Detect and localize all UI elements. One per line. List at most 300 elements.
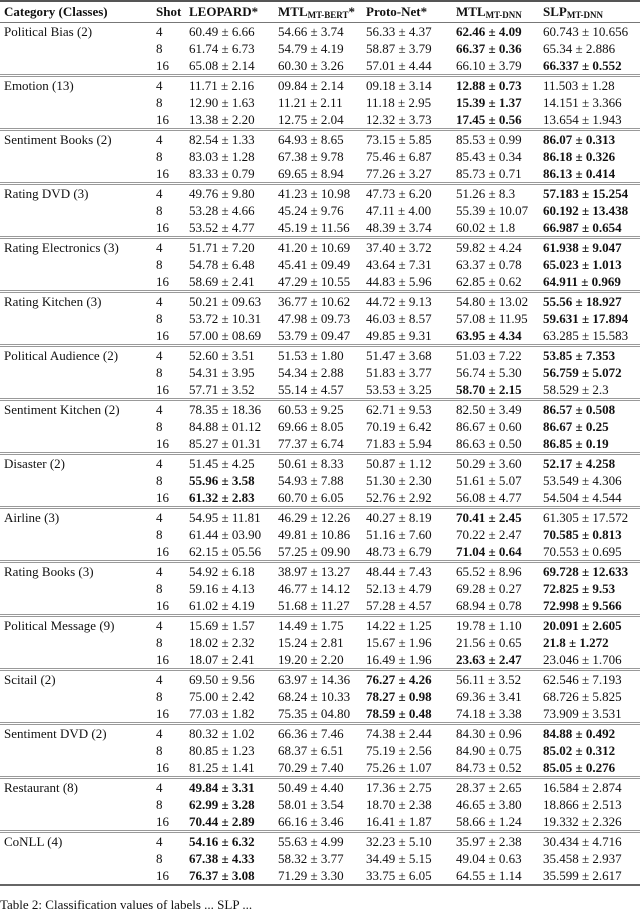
header-model — [543, 2, 603, 22]
score-cell: 73.909 ± 3.531 — [543, 706, 622, 721]
score-cell: 50.29 ± 3.60 — [456, 456, 522, 471]
score-cell: 11.21 ± 2.11 — [278, 95, 343, 110]
score-cell: 65.08 ± 2.14 — [189, 58, 255, 73]
score-cell: 54.93 ± 7.88 — [278, 473, 344, 488]
score-cell: 53.53 ± 3.25 — [366, 382, 432, 397]
shot-value: 16 — [156, 598, 169, 613]
score-cell: 50.61 ± 8.33 — [278, 456, 344, 471]
table-row — [0, 94, 640, 111]
score-cell: 86.57 ± 0.508 — [543, 402, 616, 417]
score-cell: 57.25 ± 09.90 — [278, 544, 351, 559]
score-cell: 37.40 ± 3.72 — [366, 240, 432, 255]
model-name: LEOPARD* — [189, 4, 259, 19]
table-row — [0, 705, 640, 722]
score-cell: 61.44 ± 03.90 — [189, 527, 262, 542]
score-cell: 54.78 ± 6.48 — [189, 257, 255, 272]
score-cell: 19.20 ± 2.20 — [278, 652, 344, 667]
score-cell: 16.49 ± 1.96 — [366, 652, 432, 667]
table-row — [0, 725, 640, 742]
category-label: Rating DVD (3) — [4, 186, 89, 201]
header-model — [278, 2, 355, 22]
shot-value: 16 — [156, 436, 169, 451]
shot-value: 4 — [156, 780, 163, 795]
table-row — [0, 23, 640, 40]
table-row — [0, 617, 640, 634]
score-cell: 17.45 ± 0.56 — [456, 112, 522, 127]
category-label: Rating Books (3) — [4, 564, 94, 579]
table-row — [0, 543, 640, 560]
score-cell: 54.95 ± 11.81 — [189, 510, 261, 525]
category-label: Disaster (2) — [4, 456, 66, 471]
score-cell: 50.87 ± 1.12 — [366, 456, 432, 471]
score-cell: 61.938 ± 9.047 — [543, 240, 622, 255]
score-cell: 23.63 ± 2.47 — [456, 652, 522, 667]
score-cell: 59.631 ± 17.894 — [543, 311, 629, 326]
score-cell: 53.52 ± 4.77 — [189, 220, 255, 235]
score-cell: 55.56 ± 18.927 — [543, 294, 622, 309]
score-cell: 47.98 ± 09.73 — [278, 311, 351, 326]
score-cell: 68.94 ± 0.78 — [456, 598, 522, 613]
shot-value: 8 — [156, 365, 163, 380]
score-cell: 61.02 ± 4.19 — [189, 598, 255, 613]
score-cell: 53.72 ± 10.31 — [189, 311, 262, 326]
score-cell: 60.743 ± 10.656 — [543, 24, 629, 39]
table-row — [0, 401, 640, 418]
table-row — [0, 813, 640, 830]
score-cell: 14.22 ± 1.25 — [366, 618, 432, 633]
score-cell: 55.96 ± 3.58 — [189, 473, 255, 488]
score-cell: 71.04 ± 0.64 — [456, 544, 522, 559]
score-cell: 20.091 ± 2.605 — [543, 618, 622, 633]
score-cell: 53.549 ± 4.306 — [543, 473, 622, 488]
score-cell: 53.28 ± 4.66 — [189, 203, 255, 218]
score-cell: 63.285 ± 15.583 — [543, 328, 629, 343]
score-cell: 54.504 ± 4.544 — [543, 490, 622, 505]
score-cell: 35.458 ± 2.937 — [543, 851, 622, 866]
shot-value: 4 — [156, 510, 163, 525]
score-cell: 61.32 ± 2.83 — [189, 490, 255, 505]
score-cell: 63.37 ± 0.78 — [456, 257, 522, 272]
score-cell: 47.73 ± 6.20 — [366, 186, 432, 201]
category-label: Emotion (13) — [4, 78, 74, 93]
score-cell: 66.16 ± 3.46 — [278, 814, 344, 829]
shot-value: 8 — [156, 689, 163, 704]
model-subscript: MT-BERT — [307, 10, 349, 20]
score-cell: 51.61 ± 5.07 — [456, 473, 522, 488]
shot-value: 16 — [156, 382, 169, 397]
table-row — [0, 293, 640, 310]
score-cell: 68.37 ± 6.51 — [278, 743, 344, 758]
score-cell: 51.30 ± 2.30 — [366, 473, 432, 488]
table-row — [0, 563, 640, 580]
score-cell: 59.82 ± 4.24 — [456, 240, 522, 255]
score-cell: 61.305 ± 17.572 — [543, 510, 629, 525]
score-cell: 84.73 ± 0.52 — [456, 760, 522, 775]
score-cell: 58.01 ± 3.54 — [278, 797, 344, 812]
shot-value: 8 — [156, 311, 163, 326]
score-cell: 21.8 ± 1.272 — [543, 635, 609, 650]
score-cell: 56.11 ± 3.52 — [456, 672, 522, 687]
score-cell: 71.83 ± 5.94 — [366, 436, 432, 451]
score-cell: 85.02 ± 0.312 — [543, 743, 616, 758]
shot-value: 4 — [156, 348, 163, 363]
score-cell: 52.60 ± 3.51 — [189, 348, 255, 363]
model-name: SLP — [543, 4, 567, 19]
score-cell: 09.84 ± 2.14 — [278, 78, 344, 93]
table-row — [0, 435, 640, 452]
score-cell: 70.585 ± 0.813 — [543, 527, 622, 542]
table-row — [0, 185, 640, 202]
table-row — [0, 347, 640, 364]
score-cell: 83.03 ± 1.28 — [189, 149, 255, 164]
score-cell: 49.84 ± 3.31 — [189, 780, 255, 795]
score-cell: 51.45 ± 4.25 — [189, 456, 255, 471]
shot-value: 4 — [156, 24, 163, 39]
score-cell: 36.77 ± 10.62 — [278, 294, 351, 309]
score-cell: 86.67 ± 0.60 — [456, 419, 522, 434]
score-cell: 45.41 ± 09.49 — [278, 257, 351, 272]
score-cell: 74.38 ± 2.44 — [366, 726, 432, 741]
category-label: Political Bias (2) — [4, 24, 93, 39]
score-cell: 57.183 ± 15.254 — [543, 186, 629, 201]
score-cell: 75.46 ± 6.87 — [366, 149, 432, 164]
shot-value: 8 — [156, 797, 163, 812]
score-cell: 84.88 ± 0.492 — [543, 726, 616, 741]
shot-value: 16 — [156, 166, 169, 181]
score-cell: 85.73 ± 0.71 — [456, 166, 522, 181]
table-row — [0, 455, 640, 472]
score-cell: 67.38 ± 9.78 — [278, 149, 344, 164]
shot-value: 16 — [156, 544, 169, 559]
score-cell: 34.49 ± 5.15 — [366, 851, 432, 866]
table-row — [0, 239, 640, 256]
score-cell: 60.30 ± 3.26 — [278, 58, 344, 73]
score-cell: 69.728 ± 12.633 — [543, 564, 629, 579]
shot-value: 16 — [156, 868, 169, 883]
category-label: Scitail (2) — [4, 672, 56, 687]
score-cell: 12.75 ± 2.04 — [278, 112, 344, 127]
score-cell: 46.77 ± 14.12 — [278, 581, 351, 596]
score-cell: 57.71 ± 3.52 — [189, 382, 255, 397]
table-caption: Table 2: Classification values of labels ... SLP ... — [0, 897, 253, 912]
score-cell: 11.71 ± 2.16 — [189, 78, 255, 93]
score-cell: 84.30 ± 0.96 — [456, 726, 522, 741]
table-bottom-rule — [0, 884, 640, 886]
shot-value: 8 — [156, 635, 163, 650]
score-cell: 56.74 ± 5.30 — [456, 365, 522, 380]
header-shot: Shot — [156, 4, 182, 19]
score-cell: 46.65 ± 3.80 — [456, 797, 522, 812]
shot-value: 4 — [156, 240, 163, 255]
score-cell: 54.34 ± 2.88 — [278, 365, 344, 380]
score-cell: 41.23 ± 10.98 — [278, 186, 351, 201]
score-cell: 51.68 ± 11.27 — [278, 598, 350, 613]
table-row — [0, 796, 640, 813]
score-cell: 56.33 ± 4.37 — [366, 24, 432, 39]
score-cell: 75.35 ± 04.80 — [278, 706, 351, 721]
score-cell: 51.26 ± 8.3 — [456, 186, 516, 201]
shot-value: 4 — [156, 834, 163, 849]
score-cell: 62.15 ± 05.56 — [189, 544, 262, 559]
score-cell: 65.52 ± 8.96 — [456, 564, 522, 579]
score-cell: 76.27 ± 4.26 — [366, 672, 432, 687]
score-cell: 47.29 ± 10.55 — [278, 274, 351, 289]
score-cell: 48.44 ± 7.43 — [366, 564, 432, 579]
score-cell: 73.15 ± 5.85 — [366, 132, 432, 147]
score-cell: 56.759 ± 5.072 — [543, 365, 622, 380]
score-cell: 77.26 ± 3.27 — [366, 166, 432, 181]
table-row — [0, 509, 640, 526]
category-label: Sentiment Kitchen (2) — [4, 402, 120, 417]
score-cell: 82.50 ± 3.49 — [456, 402, 522, 417]
shot-value: 8 — [156, 257, 163, 272]
shot-value: 16 — [156, 652, 169, 667]
score-cell: 62.85 ± 0.62 — [456, 274, 522, 289]
score-cell: 58.32 ± 3.77 — [278, 851, 344, 866]
score-cell: 44.83 ± 5.96 — [366, 274, 432, 289]
table-row — [0, 867, 640, 884]
score-cell: 80.32 ± 1.02 — [189, 726, 255, 741]
table-row — [0, 202, 640, 219]
table-row — [0, 742, 640, 759]
score-cell: 65.34 ± 2.886 — [543, 41, 616, 56]
score-cell: 45.19 ± 11.56 — [278, 220, 350, 235]
score-cell: 57.00 ± 08.69 — [189, 328, 262, 343]
score-cell: 66.36 ± 7.46 — [278, 726, 344, 741]
score-cell: 35.599 ± 2.617 — [543, 868, 622, 883]
score-cell: 44.72 ± 9.13 — [366, 294, 432, 309]
category-label: CoNLL (4) — [4, 834, 63, 849]
score-cell: 54.31 ± 3.95 — [189, 365, 255, 380]
score-cell: 19.78 ± 1.10 — [456, 618, 522, 633]
score-cell: 71.29 ± 3.30 — [278, 868, 344, 883]
score-cell: 59.16 ± 4.13 — [189, 581, 255, 596]
score-cell: 75.26 ± 1.07 — [366, 760, 432, 775]
score-cell: 69.50 ± 9.56 — [189, 672, 255, 687]
shot-value: 16 — [156, 58, 169, 73]
category-label: Rating Kitchen (3) — [4, 294, 102, 309]
table-row — [0, 833, 640, 850]
score-cell: 77.03 ± 1.82 — [189, 706, 255, 721]
score-cell: 64.55 ± 1.14 — [456, 868, 522, 883]
score-cell: 55.63 ± 4.99 — [278, 834, 344, 849]
shot-value: 8 — [156, 473, 163, 488]
score-cell: 55.39 ± 10.07 — [456, 203, 529, 218]
score-cell: 85.53 ± 0.99 — [456, 132, 522, 147]
score-cell: 70.29 ± 7.40 — [278, 760, 344, 775]
score-cell: 86.67 ± 0.25 — [543, 419, 609, 434]
score-cell: 45.24 ± 9.76 — [278, 203, 344, 218]
score-cell: 12.88 ± 0.73 — [456, 78, 522, 93]
score-cell: 70.553 ± 0.695 — [543, 544, 622, 559]
score-cell: 85.05 ± 0.276 — [543, 760, 616, 775]
score-cell: 58.529 ± 2.3 — [543, 382, 609, 397]
score-cell: 54.16 ± 6.32 — [189, 834, 255, 849]
table-row — [0, 310, 640, 327]
score-cell: 86.18 ± 0.326 — [543, 149, 616, 164]
score-cell: 57.08 ± 11.95 — [456, 311, 528, 326]
score-cell: 86.13 ± 0.414 — [543, 166, 616, 181]
score-cell: 84.90 ± 0.75 — [456, 743, 522, 758]
shot-value: 4 — [156, 186, 163, 201]
score-cell: 60.192 ± 13.438 — [543, 203, 629, 218]
score-cell: 55.14 ± 4.57 — [278, 382, 344, 397]
table-row — [0, 165, 640, 182]
score-cell: 61.74 ± 6.73 — [189, 41, 255, 56]
score-cell: 12.32 ± 3.73 — [366, 112, 432, 127]
score-cell: 64.911 ± 0.969 — [543, 274, 621, 289]
score-cell: 51.71 ± 7.20 — [189, 240, 255, 255]
table-row — [0, 688, 640, 705]
score-cell: 62.71 ± 9.53 — [366, 402, 432, 417]
table-row — [0, 850, 640, 867]
score-cell: 16.584 ± 2.874 — [543, 780, 622, 795]
header-model — [366, 2, 427, 22]
shot-value: 16 — [156, 220, 169, 235]
score-cell: 15.24 ± 2.81 — [278, 635, 344, 650]
score-cell: 60.02 ± 1.8 — [456, 220, 516, 235]
table-row — [0, 526, 640, 543]
shot-value: 16 — [156, 490, 169, 505]
score-cell: 14.151 ± 3.366 — [543, 95, 622, 110]
shot-value: 4 — [156, 402, 163, 417]
shot-value: 4 — [156, 618, 163, 633]
table-row — [0, 327, 640, 344]
score-cell: 72.998 ± 9.566 — [543, 598, 622, 613]
score-cell: 60.70 ± 6.05 — [278, 490, 344, 505]
score-cell: 85.27 ± 01.31 — [189, 436, 262, 451]
score-cell: 72.825 ± 9.53 — [543, 581, 616, 596]
score-cell: 68.24 ± 10.33 — [278, 689, 351, 704]
table-row — [0, 651, 640, 668]
table-row — [0, 57, 640, 74]
header-model — [456, 2, 522, 22]
score-cell: 63.95 ± 4.34 — [456, 328, 522, 343]
table-row — [0, 77, 640, 94]
score-cell: 69.66 ± 8.05 — [278, 419, 344, 434]
score-cell: 68.726 ± 5.825 — [543, 689, 622, 704]
score-cell: 52.17 ± 4.258 — [543, 456, 616, 471]
score-cell: 75.00 ± 2.42 — [189, 689, 255, 704]
score-cell: 66.10 ± 3.79 — [456, 58, 522, 73]
table-row — [0, 219, 640, 236]
shot-value: 16 — [156, 760, 169, 775]
score-cell: 80.85 ± 1.23 — [189, 743, 255, 758]
score-cell: 11.503 ± 1.28 — [543, 78, 615, 93]
score-cell: 78.27 ± 0.98 — [366, 689, 432, 704]
score-cell: 17.36 ± 2.75 — [366, 780, 432, 795]
shot-value: 8 — [156, 419, 163, 434]
score-cell: 56.08 ± 4.77 — [456, 490, 522, 505]
score-cell: 51.16 ± 7.60 — [366, 527, 432, 542]
score-cell: 54.80 ± 13.02 — [456, 294, 529, 309]
model-suffix: * — [348, 4, 355, 19]
score-cell: 60.53 ± 9.25 — [278, 402, 344, 417]
score-cell: 78.59 ± 0.48 — [366, 706, 432, 721]
score-cell: 28.37 ± 2.65 — [456, 780, 522, 795]
score-cell: 66.37 ± 0.36 — [456, 41, 522, 56]
score-cell: 48.39 ± 3.74 — [366, 220, 432, 235]
score-cell: 41.20 ± 10.69 — [278, 240, 351, 255]
score-cell: 49.76 ± 9.80 — [189, 186, 255, 201]
score-cell: 52.76 ± 2.92 — [366, 490, 432, 505]
table-row — [0, 489, 640, 506]
score-cell: 18.866 ± 2.513 — [543, 797, 622, 812]
score-cell: 18.07 ± 2.41 — [189, 652, 255, 667]
category-label: Restaurant (8) — [4, 780, 79, 795]
score-cell: 69.65 ± 8.94 — [278, 166, 344, 181]
model-subscript: MT-DNN — [566, 10, 604, 20]
shot-value: 4 — [156, 564, 163, 579]
score-cell: 13.38 ± 2.20 — [189, 112, 255, 127]
shot-value: 16 — [156, 814, 169, 829]
score-cell: 86.85 ± 0.19 — [543, 436, 609, 451]
category-label: Sentiment DVD (2) — [4, 726, 107, 741]
table-row — [0, 131, 640, 148]
score-cell: 77.37 ± 6.74 — [278, 436, 344, 451]
score-cell: 62.546 ± 7.193 — [543, 672, 622, 687]
score-cell: 58.87 ± 3.79 — [366, 41, 432, 56]
score-cell: 49.85 ± 9.31 — [366, 328, 432, 343]
score-cell: 50.49 ± 4.40 — [278, 780, 344, 795]
shot-value: 8 — [156, 149, 163, 164]
shot-value: 8 — [156, 743, 163, 758]
score-cell: 64.93 ± 8.65 — [278, 132, 344, 147]
category-label: Political Audience (2) — [4, 348, 119, 363]
score-cell: 66.337 ± 0.552 — [543, 58, 622, 73]
shot-value: 8 — [156, 203, 163, 218]
category-label: Sentiment Books (2) — [4, 132, 112, 147]
score-cell: 38.97 ± 13.27 — [278, 564, 351, 579]
shot-value: 8 — [156, 527, 163, 542]
shot-value: 8 — [156, 581, 163, 596]
score-cell: 66.987 ± 0.654 — [543, 220, 622, 235]
model-name: Proto-Net* — [366, 4, 428, 19]
score-cell: 81.25 ± 1.41 — [189, 760, 255, 775]
score-cell: 33.75 ± 6.05 — [366, 868, 432, 883]
score-cell: 51.47 ± 3.68 — [366, 348, 432, 363]
shot-value: 4 — [156, 132, 163, 147]
score-cell: 54.66 ± 3.74 — [278, 24, 344, 39]
score-cell: 85.43 ± 0.34 — [456, 149, 522, 164]
score-cell: 53.79 ± 09.47 — [278, 328, 351, 343]
score-cell: 52.13 ± 4.79 — [366, 581, 432, 596]
table-row — [0, 40, 640, 57]
score-cell: 70.19 ± 6.42 — [366, 419, 432, 434]
shot-value: 16 — [156, 706, 169, 721]
score-cell: 65.023 ± 1.013 — [543, 257, 622, 272]
score-cell: 58.70 ± 2.15 — [456, 382, 522, 397]
category-label: Rating Electronics (3) — [4, 240, 119, 255]
score-cell: 60.49 ± 6.66 — [189, 24, 255, 39]
score-cell: 43.64 ± 7.31 — [366, 257, 432, 272]
table-row — [0, 671, 640, 688]
score-cell: 57.28 ± 4.57 — [366, 598, 432, 613]
score-cell: 58.69 ± 2.41 — [189, 274, 255, 289]
table-row — [0, 472, 640, 489]
header-row — [0, 2, 640, 23]
score-cell: 14.49 ± 1.75 — [278, 618, 344, 633]
score-cell: 30.434 ± 4.716 — [543, 834, 622, 849]
score-cell: 12.90 ± 1.63 — [189, 95, 255, 110]
table-row — [0, 148, 640, 165]
table-row — [0, 273, 640, 290]
shot-value: 16 — [156, 112, 169, 127]
score-cell: 15.69 ± 1.57 — [189, 618, 255, 633]
header-category: Category (Classes) — [4, 4, 108, 19]
shot-value: 4 — [156, 726, 163, 741]
table-row — [0, 634, 640, 651]
